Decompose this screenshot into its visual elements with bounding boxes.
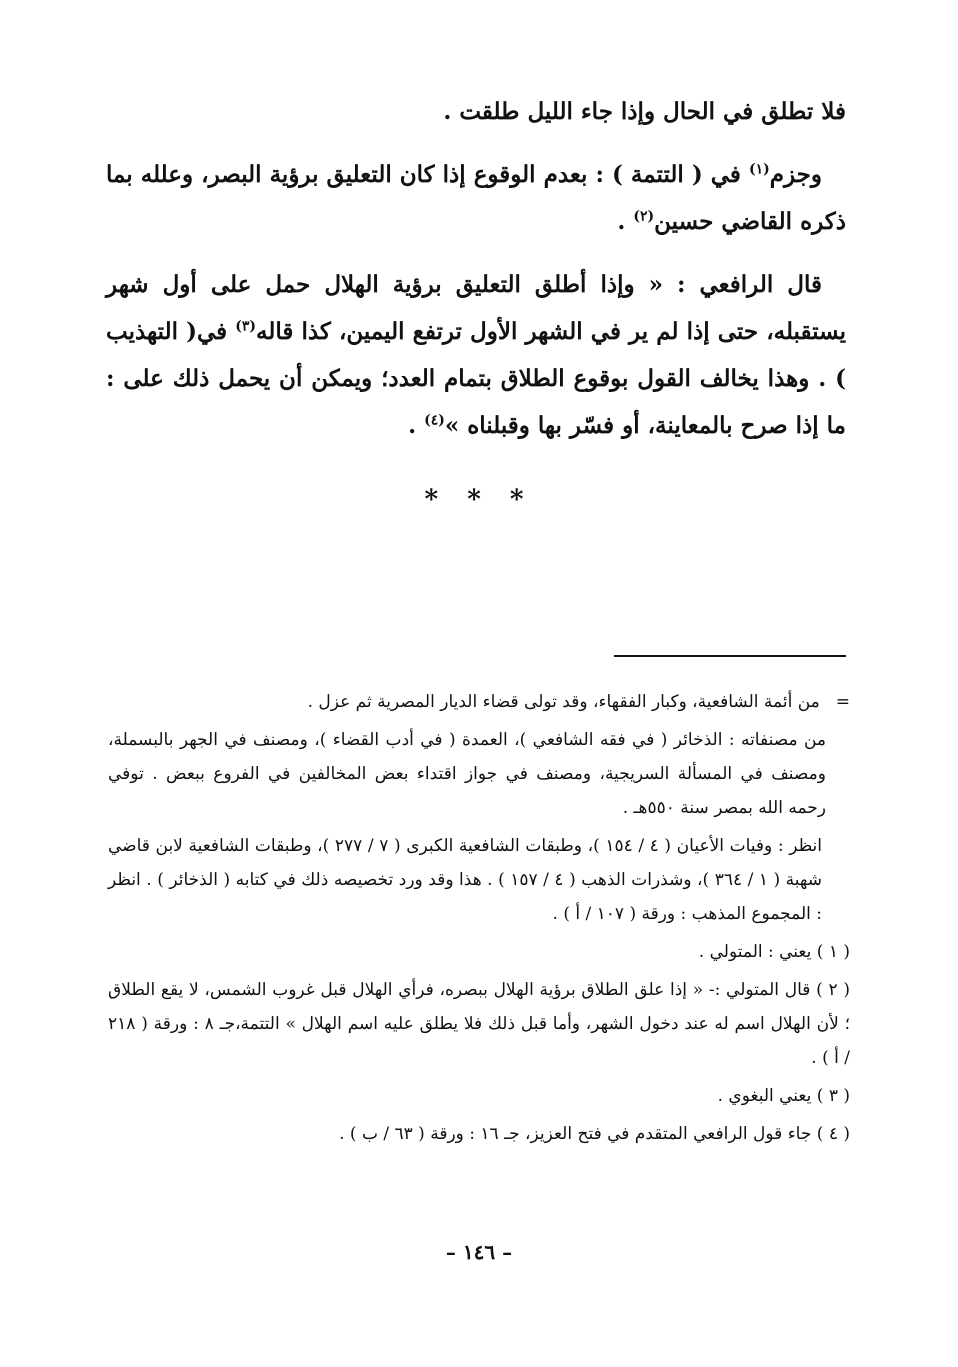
paragraph-3 (106, 261, 846, 449)
paragraph-2-text-a: وجزم (769, 161, 822, 188)
section-ornament: * * * (424, 485, 534, 515)
footnote-ref-2: (٢) (633, 208, 655, 225)
footnote-1: ( ١ ) يعني : المتولي . (698, 942, 850, 962)
paragraph-1-text: فلا تطلق في الحال وإذا جاء الليل طلقت . (443, 98, 846, 125)
footnote-ref-3: (٣) (235, 318, 257, 335)
paragraph-1 (106, 88, 846, 135)
footnote-2: ( ٢ ) قال المتولي :- « إذا علق الطلاق برؤية الهلال ببصره، فرأي الهلال قبل غروب الشمس، لا يقع الطلاق ؛ لأن الهلال اسم له عند دخول الشهر، وأما قبل ذلك فلا يطلق عليه اسم الهلال » التتمة،جـ ٨ : ورقة ( ٢١٨ / أ ) . (108, 980, 850, 1068)
footnote-separator (614, 655, 846, 657)
footnote-ref-1: (١) (748, 161, 770, 178)
paragraph-2 (106, 151, 846, 245)
paragraph-3-text-a: قال الرافعي : « وإذا أطلق التعليق برؤية الهلال حمل على أول شهر يستقبله، حتى إذا لم ير في الشهر الأول ترتفع اليمين، كذا قاله (106, 271, 846, 345)
footnote-continued-intro (108, 685, 850, 719)
footnote-continued-works: من مصنفاته : الذخائر ( في فقه الشافعي )، العمدة ( في أدب القضاء )، ومصنف في الجهر بالبسملة، ومصنف في المسألة السريجية، ومصنف في جواز اقتداء بعض المخالفين في الفروع ببعض . توفي رحمه الله بمصر سنة ٥٥٠هـ . (108, 730, 826, 818)
paragraph-2-text-c: . (617, 208, 634, 235)
footnote-continued-sources: انظر : وفيات الأعيان ( ٤ / ١٥٤ )، وطبقات الشافعية الكبرى ( ٧ / ٢٧٧ )، وطبقات الشافعية لابن قاضي شهبة ( ١ / ٣٦٤ )، وشذرات الذهب ( ٤ / ١٥٧ ) . هذا وقد ورد تخصيصه ذلك في كتابه ( الذخائر ) . انظر : المجموع المذهب : ورقة ( ١٠٧ / أ ) . (108, 836, 822, 924)
footnote-ref-4: (٤) (424, 412, 445, 429)
footnote-4: ( ٤ ) جاء قول الرافعي المتقدم في فتح العزيز، جـ ١٦ : ورقة ( ٦٣ / ب ) . (339, 1124, 850, 1144)
main-text (106, 88, 846, 465)
footnotes (108, 685, 850, 1155)
page-number: – ١٤٦ – (445, 1240, 513, 1264)
paragraph-2-text-b: في ( التتمة ) : بعدم الوقوع إذا كان التعليق برؤية البصر، وعلله بما ذكره القاضي حسين (106, 161, 846, 235)
paragraph-3-text-b: في( التهذيب ) . وهذا يخالف القول بوقوع الطلاق بتمام العدد؛ ويمكن أن يحمل ذلك على : ما إذا صرح بالمعاينة، أو فسّر بها وقبلناه » (106, 318, 846, 439)
footnote-continued-intro-text: من أئمة الشافعية، وكبار الفقهاء، وقد تولى قضاء الديار المصرية ثم عزل . (307, 692, 820, 712)
paragraph-3-text-c: . (408, 412, 425, 439)
footnote-3: ( ٣ ) يعني البغوي . (717, 1086, 850, 1106)
continuation-mark: = (835, 692, 850, 712)
